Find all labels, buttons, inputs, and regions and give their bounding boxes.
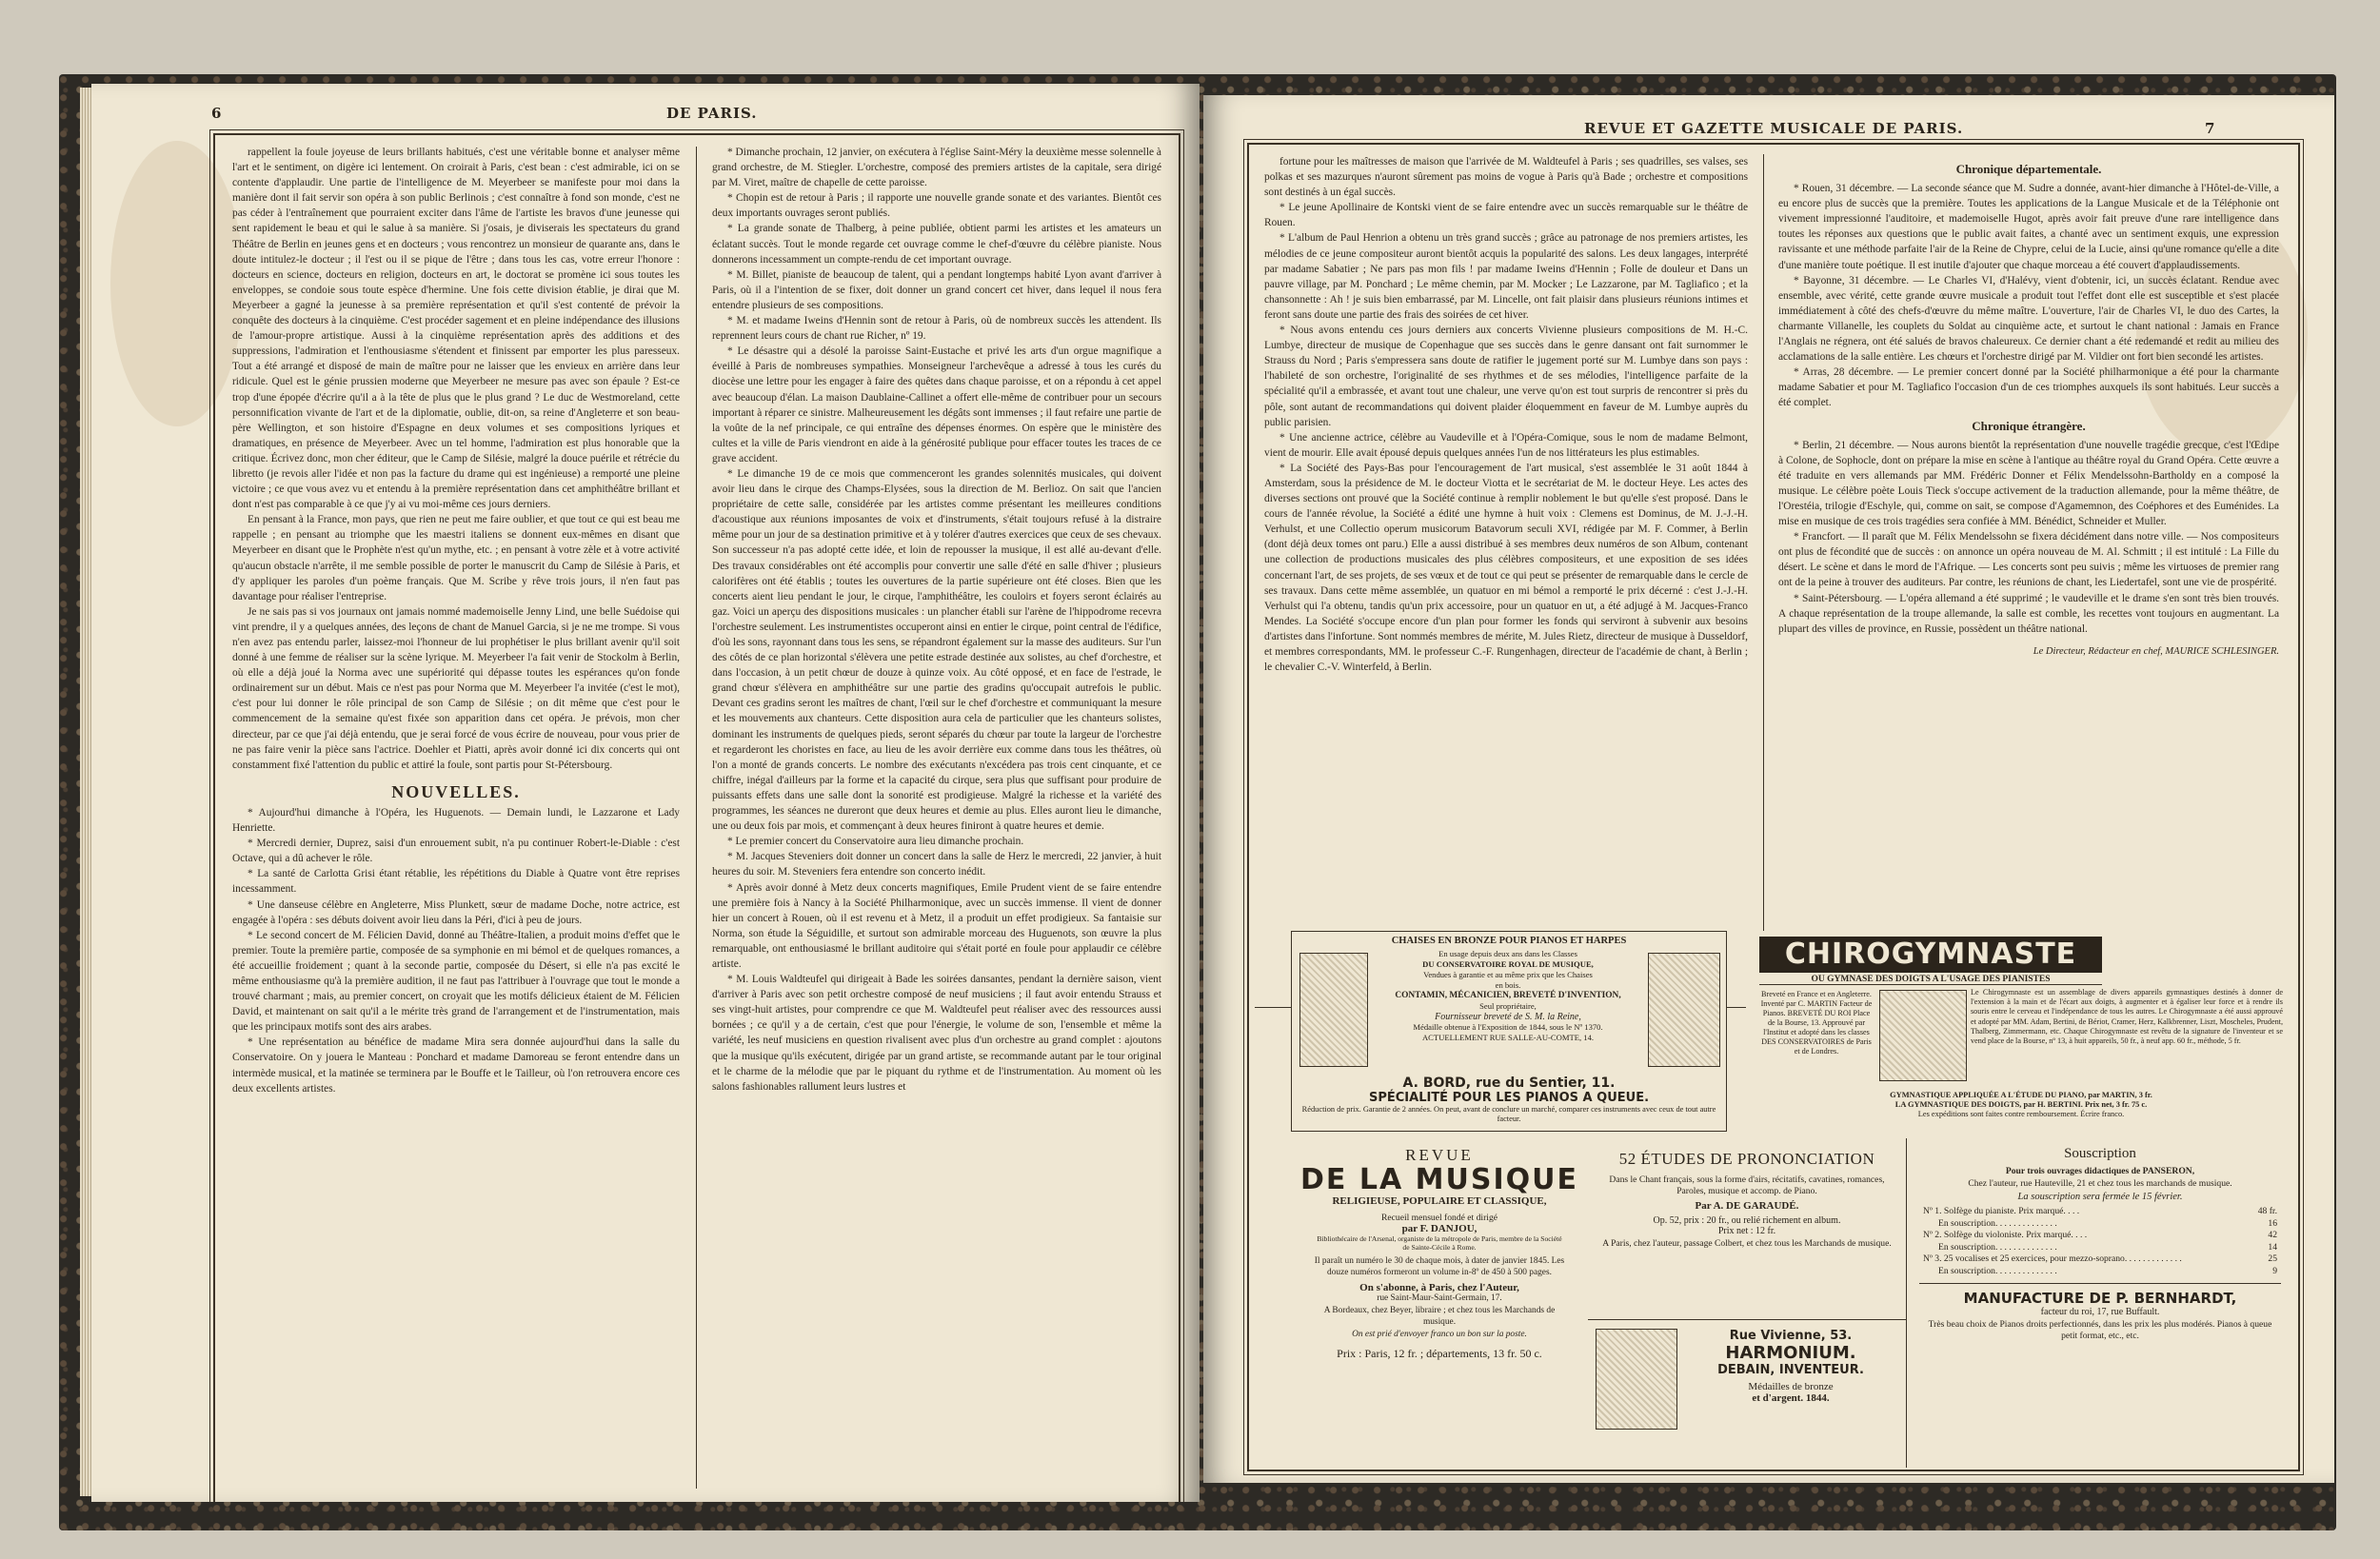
ad-subtitle: OU GYMNASE DES DOIGTS A L'USAGE DES PIANISTES xyxy=(1759,975,2102,985)
ad-line: GYMNASTIQUE APPLIQUÉE A L'ÉTUDE DU PIANO, par MARTIN, 3 fr. xyxy=(1890,1091,2152,1099)
news-item: * Nous avons entendu ces jours derniers aux concerts Vivienne plusieurs compositions de M. H.-C. Lumbye, directeur de musique de Copenhague que ses succès dans le genre dansant ont fait surnommer le Strauss du Nord ; Paris s'empressera sans doute de ratifier le jugement porté sur M. Lumbye dans son pays : l'habileté de son orchestre, l'originalité de ses rhythmes et de ses mélodies, l'intelligence parfaite de la spécialité qu'il a embrassée, et avant tout une chaleur, une verve qu'on est tout surpris de rencontrer si près du pôle, sont autant de recommandations qui doivent plaider éloquemment en faveur de M. Lumbye auprès du public parisien. xyxy=(1264,325,1748,428)
price-value: 14 xyxy=(2268,1241,2277,1253)
ad-chirogymnaste xyxy=(1746,931,2289,1131)
ad-left-text: Breveté en France et en Angleterre. Inventé par C. MARTIN Facteur de Pianos. BREVETÉ DU ROI Place de la Bourse, 13. Approuvé par l'Institut et adopté dans les classes DES CONSERVATOIRES de Paris et de Londres. xyxy=(1760,990,1873,1056)
ad-footer: Réduction de prix. Garantie de 2 années. On peut, avant de conclure un marché, comparer ces instruments avec ceux de tout autre facteur. xyxy=(1301,1105,1716,1123)
news-item: * Le second concert de M. Félicien David, donné au Théâtre-Italien, a produit moins d'effet que le premier. Toute la première partie, composée de sa symphonie en mi bémol et de quelques romances, a été accueillie froidement ; quant à la seconde partie, composée du Désert, si elle n'a pas excité le même enthousiasme qu'à la première audition, il ne faut pas l'attribuer à l'ouvrage que tout le monde a trouvé charmant ; mais, au premier concert, on croyait que les motifs délicieux étaient de M. Félicien David, et maintenant on sait qu'il a le mérite très grand de l'arrangement et de l'instrumentation, mais que les principaux motifs sont des airs arabes. xyxy=(232,929,680,1034)
ad-line: On est prié d'envoyer franco un bon sur la poste. xyxy=(1352,1330,1527,1339)
ad-address: A. BORD, rue du Sentier, 11. xyxy=(1402,1076,1616,1091)
news-item: * Aujourd'hui dimanche à l'Opéra, les Huguenots. — Demain lundi, le Lazzarone et Lady Henriette. xyxy=(232,806,680,835)
news-item: * La santé de Carlotta Grisi étant rétablie, les répétitions du Diable à Quatre vont être reprises incessamment. xyxy=(232,868,680,896)
ad-line: Les expéditions sont faites contre remboursement. Écrire franco. xyxy=(1917,1110,2125,1118)
news-item: * Le jeune Apollinaire de Kontski vient de se faire entendre avec un succès remarquable sur le théâtre de Rouen. xyxy=(1264,202,1748,229)
right-column-2 xyxy=(1778,154,2279,1011)
hand-apparatus-illustration xyxy=(1879,990,1967,1081)
news-item: * Le premier concert du Conservatoire aura lieu dimanche prochain. xyxy=(727,836,1024,848)
price-row xyxy=(1923,1206,2277,1218)
ad-line: Dans le Chant français, sous la forme d'airs, récitatifs, cavatines, romances, xyxy=(1609,1174,1885,1185)
price-value: 9 xyxy=(2272,1265,2277,1276)
ad-subtitle: RELIGIEUSE, POPULAIRE ET CLASSIQUE, xyxy=(1332,1195,1547,1207)
news-item: * Mercredi dernier, Duprez, saisi d'un enrouement subit, n'a pu continuer Robert-le-Diable : c'est Octave, qui a dû achever le rôle. xyxy=(232,838,680,865)
news-item: * M. Jacques Steveniers doit donner un concert dans la salle de Herz le mercredi, 22 janvier, à huit heures du soir. M. Steveniers fera entendre son concerto inédit. xyxy=(712,851,1161,878)
ad-line: Pour trois ouvrages didactiques de PANSERON, xyxy=(2005,1166,2195,1176)
news-item: * M. et madame Iweins d'Hennin sont de retour à Paris, où de nombreux succès les attendent. Ils reprennent leurs cours de chant rue Richer, nº 19. xyxy=(712,315,1161,343)
price-value: 16 xyxy=(2268,1217,2277,1229)
ad-line: Médailles de bronze xyxy=(1748,1381,1834,1392)
ad-title: REVUE xyxy=(1405,1146,1474,1164)
news-item: * L'album de Paul Henrion a obtenu un très grand succès ; grâce au patronage de nos premiers artistes, les mélodies de ce jeune compositeur auront bientôt acquis la popularité des salons. Les deux langages, interprété par madame Sabatier ; Ne pars pas mon fils ! par madame Iweins d'Hennin ; Folle de douleur et Dans un pauvre village, par M. Ponchard ; Le même chemin, par M. Mocker ; Le Lazzarone, par M. Tagliafico ; et la chansonnette : Ah ! je suis bien embarrassé, par M. Lincelle, ont fait plaisir dans plusieurs réunions intimes et feront sans doute une partie des frais des soirées de cet hiver. xyxy=(1264,232,1748,321)
column-rule xyxy=(1763,154,1764,1001)
price-row xyxy=(1923,1242,2277,1254)
news-item: * Bayonne, 31 décembre. — Le Charles VI, d'Halévy, vient d'obtenir, ici, un succès éclatant. Rendue avec ensemble, avec vérité, cette grande œuvre musicale a produit tout l'effet dont elle est susceptible et s'est placée immédiatement à côté des chefs-d'œuvre du même maître. L'ouverture, l'air de Charles VI, le duo des Cartes, la charmante Villanelle, les couplets du Soldat au cinquième acte, et surtout le chant national : Jamais en France l'Anglais ne régnera, ont été salués de bravos chaleureux. Ce dernier chant a été redemandé et redit au milieu des acclamations de la salle entière. Les chœurs et l'orchestre dirigé par M. Vildier ont fort bien secondé les artistes. xyxy=(1778,274,2279,364)
ad-line: La souscription sera fermée le 15 février. xyxy=(2017,1192,2183,1202)
news-item: * Une représentation au bénéfice de madame Mira sera donnée aujourd'hui dans la salle du Conservatoire. On y jouera le Manteau : Ponchard et madame Damoreau se feront entendre dans un intermède musical, et la matinée se terminera par le Bouffe et le Tailleur, où l'on retrouvera encore ces deux excellents artistes. xyxy=(232,1036,680,1095)
column-rule xyxy=(696,147,697,1489)
ad-line: A Paris, chez l'auteur, passage Colbert, et chez tous les Marchands de musique. xyxy=(1602,1238,1892,1249)
ad-line: ACTUELLEMENT RUE SALLE-AU-COMTE, 14. xyxy=(1421,1033,1595,1042)
ad-revue-musique xyxy=(1291,1138,1589,1468)
ad-line: facteur du roi, 17, rue Buffault. xyxy=(2040,1307,2160,1317)
ad-title-banner: CHIROGYMNASTE xyxy=(1759,937,2102,973)
price-row xyxy=(1923,1266,2277,1278)
price-row xyxy=(1923,1218,2277,1231)
ad-souscription xyxy=(1910,1138,2291,1468)
ad-line: En usage depuis deux ans dans les Classes xyxy=(1438,949,1577,958)
ad-right-text: Le Chirogymnaste est un assemblage de divers appareils gymnastiques destinés à donner de l'extension à la main et de l'écart aux doigts, à augmenter et à égaliser leur force et à rendre ils souris entre le cerveau et l'indépendance de tous les autres. Le Chirogymnaste a été aussi approuvé et adopté par MM. Adam, Bertini, de Bériot, Cramer, Herz, Kalkbrenner, Liszt, Moscheles, Prudent, Thalberg, Zimmermann, etc. Chaque Chirogymnaste est revêtu de la signature de l'inventeur et se vend place de la Bourse, nº 13, à huit appareils, 50 fr., à neuf app. 60 fr., méthode, 5 fr. xyxy=(1971,988,2283,1046)
nouvelles-heading: NOUVELLES. xyxy=(391,781,521,801)
harmonium-text xyxy=(1681,1329,1900,1404)
ad-divider xyxy=(1588,1319,1906,1320)
ad-special: SPÉCIALITÉ POUR LES PIANOS A QUEUE. xyxy=(1368,1091,1650,1105)
ad-title: 52 ÉTUDES DE PRONONCIATION xyxy=(1618,1150,1875,1168)
news-item: * La grande sonate de Thalberg, à peine publiée, obtient parmi les artistes et les amateurs un éclatant succès. Tout le monde regarde cet ouvrage comme le chef-d'œuvre du célèbre pianiste. Nous donnerons incessamment un compte-rendu de cet important ouvrage. xyxy=(712,223,1161,266)
page-number: 6 xyxy=(211,105,223,122)
price-label: Nº 2. Solfège du violoniste. Prix marqué. . . . xyxy=(1923,1230,2088,1240)
ad-line: Fournisseur breveté de S. M. la Reine, xyxy=(1435,1012,1581,1022)
price-label: Nº 1. Solfège du pianiste. Prix marqué. . . . xyxy=(1923,1206,2080,1216)
ad-body xyxy=(1372,949,1644,1043)
news-item: * Arras, 28 décembre. — Le premier concert donné par la Société philharmonique a été pour la charmante madame Sabatier et pour M. Tagliafico l'occasion d'un de ces triomphes auxquels ils sont habitués. Leur succès a été complet. xyxy=(1778,366,2279,409)
running-head: DE PARIS. xyxy=(666,105,758,122)
ad-line: Médaille obtenue à l'Exposition de 1844, sous le Nº 1370. xyxy=(1413,1022,1603,1032)
ad-line: par F. DANJOU, xyxy=(1401,1223,1478,1234)
price-value: 42 xyxy=(2268,1230,2277,1240)
ad-line: LA GYMNASTIQUE DES DOIGTS, par H. BERTINI. Prix net, 3 fr. 75 c. xyxy=(1894,1100,2148,1109)
ad-line: Chez l'auteur, rue Hauteville, 21 et chez tous les marchands de musique. xyxy=(1968,1178,2232,1189)
price-label: En souscription. . . . . . . . . . . . . . xyxy=(1938,1217,2057,1229)
ad-line: Recueil mensuel fondé et dirigé xyxy=(1380,1213,1497,1223)
ad-line: On s'abonne, à Paris, chez l'Auteur, xyxy=(1359,1282,1519,1293)
ad-divider xyxy=(1919,1283,2281,1284)
harmonium-player-illustration xyxy=(1596,1329,1677,1430)
news-item: * Rouen, 31 décembre. — La seconde séance que M. Sudre a donnée, avant-hier dimanche à l'Hôtel-de-Ville, a eu encore plus de succès que la première. Toutes les applications de la Langue Musicale et de la Téléphonie ont vivement impressionné l'auditoire, et mademoiselle Hugot, après avoir fait preuve d'une rare intelligence dans toutes les réponses aux questions que le public avait faites, a chanté avec un sentiment exquis, une expression ravissante et une méthode parfaite l'air de la Reine de Chypre, celui de la Lucie, ainsi qu'une romance qu'elle a dite d'une manière toute poétique. Il est inutile d'ajouter que chaque morceau a été couvert d'applaudissements. xyxy=(1778,183,2279,271)
price-value: 48 fr. xyxy=(2257,1206,2277,1216)
news-item: * Saint-Pétersbourg. — L'opéra allemand a été supprimé ; le vaudeville et le drame s'en sont très bien trouvés. A chaque représentation de la troupe allemande, la salle est comble, les recettes vont toujours en augmentant. La plupart des villes de province, en Russie, possèdent un théâtre national. xyxy=(1778,592,2279,635)
news-item: * Chopin est de retour à Paris ; il rapporte une nouvelle grande sonate et des variantes. Bientôt ces deux importants ouvrages seront publiés. xyxy=(712,192,1161,220)
news-item: * Après avoir donné à Metz deux concerts magnifiques, Emile Prudent vient de se faire entendre une première fois à Nancy à la Société Philharmonique, avec un succès immense. Il vient de donner hier un concert à Rouen, où il est revenu et à Metz, il a produit un effet prodigieux. Sa fantaisie sur Norma, son étude la Séguidille, et surtout son admirable morceau des Huguenots, son œuvre la plus remarquable, ont enthousiasmé le brillant auditoire qui s'était porté en foule pour applaudir ce célèbre artiste. xyxy=(712,881,1161,970)
editor-signature: Le Directeur, Rédacteur en chef, MAURICE SCHLESINGER. xyxy=(2033,645,2279,657)
ad-bord xyxy=(1291,1072,1727,1132)
harp-chair-illustration xyxy=(1299,953,1368,1067)
running-head: REVUE ET GAZETTE MUSICALE DE PARIS. xyxy=(1584,120,1964,137)
ad-footer xyxy=(1759,1091,2283,1119)
news-item: * Le désastre qui a désolé la paroisse Saint-Eustache et privé les arts d'un orgue magnifique a éveillé à Paris de nombreuses sympathies. Monseigneur l'archevêque a adressé à tous les curés du diocèse une lettre pour les engager à faire des quêtes dans chaque paroisse, et on a répondu à cet appel avec beaucoup d'élan. La maison Daublaine-Callinet a offert elle-même de contribuer pour un secours important à réparer ce sinistre. Malheureusement les dégâts sont immenses ; il faut refaire une partie de la voûte de la nef principale, ce qui entraîne des dépenses énormes. On espère que le ministère des cultes et la ville de Paris viendront en aide à la générosité publique pour effacer toutes les traces de ce grave accident. xyxy=(712,345,1161,464)
ad-line: DU CONSERVATOIRE ROYAL DE MUSIQUE, xyxy=(1422,959,1594,969)
article-paragraph: rappellent la foule joyeuse de leurs brillants habitués, c'est une véritable bonne et analyser même l'art et le sentiment, on digère ici lentement. On croirait à Paris, c'est bean : c'est admirable, ici on se contente d'applaudir. Une partie de l'intelligence de M. Meyerbeer se manifeste pour moi dans la manière dont il fait servir son opéra à son public Berlinois ; c'est connaître à fond son monde, c'est ne pas céder à l'entraînement que pourraient exciter dans l'âme de l'artiste les bravos d'une jeunesse qui sent rapidement le beau et qui le salue à sa manière. Si j'osais, je diviserais les spectateurs du grand Théâtre de Berlin en jeunes gens et en docteurs ; vous rencontrez un monsieur de quarante ans, dans le doute intitulez-le docteur ; il l'est ou il se pique de l'être ; dans tous les cas, votre erreur l'honore : docteurs en science, docteurs en religion, docteurs en art, le doctorat se promène ici sous toutes les enveloppes, se condoie sous toute espèce d'hermine. Une fois cette division établie, je dirai que M. Meyerbeer a gagné la jeunesse à sa première représentation et qu'il s'est contenté de prévoir la conquête des docteurs à la cinquième. C'est procéder sagement et en pleine indépendance des illusions de l'amour-propre artistique. Aussi à la cinquième représentation après des additions et des suppressions, l'admiration et l'enthousiasme s'étendent et finissent par emporter les plus paresseux. Tout a été arrangé et disposé de main de maître pour ne laisser que les envieux en arrière dans leur ridicule. Quel est le génie prussien moderne que Meyerbeer ne mesure pas avec son épaule ? Est-ce trop d'une épopée d'écrire qu'il a à la tête de plus que le plus grand ? Le duc de Westmoreland, cette personnification vivante de l'art et de la diplomatie, oublie, dit-on, sa reine d'Angleterre et son beau-père Wellington, et son histoire d'Espagne en deux volumes et ses compositions lyriques et dramatiques, en présence de Meyerbeer. Avec un tel homme, l'admiration est plus honorable que la critique. Écrivez donc, mon cher éditeur, que le Camp de Silésie, malgré la douce puérile et rétrécie du libretto (je revois aller l'idée et non pas la facture du drame qui est ingénieuse) a remporté une pleine victoire ; ce que vous avez vu et entendu à la première représentation dans cet amphithéâtre brillant et dont n'est pas comparable à ce que j'y ai vu moi-même ces jours derniers. xyxy=(232,147,680,511)
price-row xyxy=(1923,1230,2277,1242)
ad-title: HARMONIUM. xyxy=(1725,1343,1856,1363)
ad-price: Prix : Paris, 12 fr. ; départements, 13 fr. 50 c. xyxy=(1337,1347,1542,1360)
ad-chaises xyxy=(1291,931,1727,1074)
news-item: fortune pour les maîtresses de maison que l'arrivée de M. Waldteufel à Paris ; ses quadrilles, ses valses, ses polkas et ses mazurques n'auront sûrement pas moins de vogue à Paris qu'à Bade ; orchestre et compositions sont destinés à un égal succès. xyxy=(1264,156,1748,199)
left-column-1 xyxy=(232,145,680,1496)
ad-line: Vendues à garantie et au même prix que les Chaises xyxy=(1423,970,1593,979)
ad-line: Seul propriétaire, xyxy=(1479,1001,1537,1011)
page-number: 7 xyxy=(2205,120,2216,137)
article-paragraph: En pensant à la France, mon pays, que rien ne peut me faire oublier, et que tout ce qui est beau me rappelle ; en pensant au triomphe que les maestri italiens se donnent eux-mêmes en disant que Meyerbeer en disant que le Prophète n'est qu'un mythe, etc. ; en pensant à votre zèle et à votre activité qu'aucun obstacle n'arrête, il me semble possible de porter le manuscrit du Camp de Silésie à Paris, et d'y appliquer les paroles d'un poème français. Que M. Scribe y rêve trois jours, il n'en faut pas davantage pour réaliser l'entreprise. xyxy=(232,514,680,602)
ad-line: Prix net : 12 fr. xyxy=(1717,1226,1776,1236)
price-label: Nº 3. 25 vocalises et 25 exercices, pour mezzo-soprano. . . . . . . . . . . . . xyxy=(1923,1253,2182,1264)
ad-title: Souscription xyxy=(2064,1146,2136,1161)
ad-line: Très beau choix de Pianos droits perfectionnés, dans les prix les plus modérés. Pianos à queue petit format, etc., etc. xyxy=(1928,1319,2272,1341)
ad-line: Rue Vivienne, 53. xyxy=(1729,1329,1853,1343)
ad-line: CONTAMIN, MÉCANICIEN, BREVETÉ D'INVENTION, xyxy=(1395,991,1621,1000)
ad-line: A Bordeaux, chez Beyer, libraire ; et chez tous les Marchands de musique. xyxy=(1323,1306,1556,1327)
ad-line: Par A. DE GARAUDÉ. xyxy=(1695,1200,1799,1212)
ad-line: Il paraît un numéro le 30 de chaque mois, à dater de janvier 1845. Les douze numéros formeront un volume in-8º de 450 à 500 pages. xyxy=(1314,1256,1565,1277)
price-label: En souscription. . . . . . . . . . . . . . xyxy=(1938,1241,2057,1253)
right-page xyxy=(1203,95,2334,1483)
ad-line: et d'argent. 1844. xyxy=(1752,1392,1830,1404)
ad-title: DE LA MUSIQUE xyxy=(1300,1163,1578,1196)
news-item: * Le dimanche 19 de ce mois que commenceront les grandes solennités musicales, qui doivent avoir lieu dans le cirque des Champs-Elysées, sous la direction de M. Berlioz. On sait que l'ancien propriétaire de cette salle, considérée par les artistes comme présentant les meilleures conditions d'acoustique aux réunions imposantes de voix et d'instruments, s'était toujours refusé à la distraire même pour un jour de sa destination primitive et à y tolérer d'autres exercices que ceux de ses chevaux. Son successeur n'a pas adopté cette idée, et loin de repousser la musique, il est allé au-devant d'elle. Des travaux considérables ont été accomplis pour convertir une salle d'été en salle d'hiver ; plusieurs calorifères ont été établis ; toutes les ouvertures de la partie supérieure ont été closes. Bien que les concerts aient lieu pendant le jour, le cirque, l'amphithéâtre, les couloirs et foyers seront éclairés au gaz. Voici un aperçu des dispositions musicales : un plancher établi sur l'arène de l'hippodrome recevra l'orchestre seulement. Les instrumentistes occuperont ainsi en entier le cirque, point central de l'édifice, d'où les sons, rayonnant dans tous les sens, se répandront également sur la masse des auditeurs. Sur l'un des côtés de ce plan horizontal s'élèvera une petite estrade destinée aux solistes, au chef d'orchestre, et dans l'occasion, à un petit chœur de douze à quinze voix. Au côté opposé, et en face de l'estrade, le grand chœur s'élèvera en amphithéâtre sur une partie des gradins qu'occupait autrefois le public. Devant ces gradins seront les maîtres de chant, l'œil sur le chef d'orchestre et communiquant la mesure et les mouvements aux chanteurs. Cette disposition aura cela de particulier que les chanteurs solistes, dominant les instruments de quelques pieds, seront séparés du chœur par toute la largeur de l'orchestre et regarderont les choristes en face, au lieu de les avoir derrière eux comme dans tous les théâtres, où l'on a monté de grands concerts. Le nombre des exécutants n'excédera pas trois cent cinquante, et ce chiffre, inégal d'ailleurs par la forme et la capacité du cirque, sera plus que suffisant pour produire de puissants effets dans une salle dont la sonorité est prodigieuse. Malgré la richesse et la variété des programmes, les séances ne dureront que deux heures et demie au plus. Elles auront lieu le dimanche, une ou deux fois par mois, et commençant à deux heures finiront à quatre heures et demie. xyxy=(712,467,1161,833)
right-column-1 xyxy=(1264,154,1748,1011)
article-paragraph: Je ne sais pas si vos journaux ont jamais nommé mademoiselle Jenny Lind, une belle Suédoise qui vint prendre, il y a quelques années, des leçons de chant de Manuel Garcia, si je ne me trompe. Si vous n'en avez pas entendu parler, laissez-moi l'honneur de lui prophétiser le plus brillant avenir qu'il soit donné à une femme de réaliser sur la scène lyrique. M. Meyerbeer l'a fait venir de Stockolm à Berlin, où elle a déjà joué la Norma avec une supériorité qui dépasse toutes les espérances qu'on fonde ordinairement sur un début. Mais ce n'est pas pour Norma que M. Meyerbeer l'a invitée (c'est le mot), c'est pour lui donner le rôle principal de son Camp de Silésie ; on dit même que c'est pour le commencement de la semaine qu'est fixée son apparition dans cet opéra. Je prévois, mon cher directeur, par ce que j'ai déjà entendu, que je serai forcé de vous écrire de nouveau, pour vous prier de ne pas faire venir la pièce sans l'actrice. Doehler et Piatti, après avoir donné ici dix concerts qui ont constamment fixé l'attention du public et attiré la foule, sont partis pour St-Pétersbourg. xyxy=(232,605,680,771)
piano-chair-illustration xyxy=(1648,953,1720,1067)
ad-line: Paroles, musique et accomp. de Piano. xyxy=(1676,1186,1817,1196)
news-item: * La Société des Pays-Bas pour l'encouragement de l'art musical, s'est assemblée le 31 août 1844 à Amsterdam, sous la présidence de M. le docteur Viotta et le secrétariat de M. le docteur Heye. Les actes des diverses sections ont prouvé que la Société continue à remplir noblement le but qu'elle s'est proposé. Dans le cours de l'année révolue, la Société a édité une hymne à huit voix : Clemens est Dominus, de M. J.-J.-H. Verhulst, et une Collectio operum musicorum Batavorum seculi XVI, rédigée par M. F. Commer, à Berlin (dont déjà deux tomes ont paru.) Elle a aussi distribué à ses membres deux numéros de son Album, contenant une collection de productions musicales des plus célèbres compositeurs, et une exposition de ses idées concernant l'art, de ses projets, de ses vœux et de tout ce qui peut se présenter de remarquable dans le cercle de ses travaux. Dans cette même assemblée, un quatuor en mi bémol a remporté le prix décerné : c'est J.-J.-H. Verhulst qui l'a obtenu, tandis qu'un prix accessoire, pour un quatuor en ut, a été adjugé à M. Jacques-Franco Mendes. La Société s'occupe encore d'un plan pour former les fonds qui serviront à subvenir aux besoins d'artistes dans l'infortune. Sont nommés membres de mérite, M. Jules Rietz, directeur de musique à Dusseldorf, et membres correspondants, MM. le professeur C.-F. Rungenhagen, directeur de l'académie de chant, à Berlin ; le chevalier C.-V. Winterfeld, à Berlin. xyxy=(1264,462,1748,674)
ad-etudes-harmonium xyxy=(1588,1138,1907,1468)
ad-line: Op. 52, prix : 20 fr., ou relié richement en album. xyxy=(1653,1215,1841,1226)
news-item: * M. Louis Waldteufel qui dirigeait à Bade les soirées dansantes, pendant la dernière saison, vient d'arriver à Paris avec son petit orchestre composé de neuf musiciens ; il faut avoir entendu Strauss et ses vingt-huit artistes, pour comprendre ce que M. Waldteufel peut réaliser avec des ressources aussi bornées ; ce qu'il y a de certain, c'est que pour l'énergie, le volume de son, l'ensemble et même la variété, les neuf musiciens en question rivalisent avec plus d'un orchestre au grand complet : ajoutons que la musique qu'ils exécutent, dirigée par un grand artiste, se recommande autant par le tour original et le charme de la mélodie que par le piquant du rythme et de l'instrumentation. Au moment où les salons fashionables rallument leurs lustres et xyxy=(712,974,1161,1093)
ad-line: rue Saint-Maur-Saint-Germain, 17. xyxy=(1377,1293,1502,1303)
news-item: * M. Billet, pianiste de beaucoup de talent, qui a pendant longtemps habité Lyon avant d'arriver à Paris, où il a l'intention de se fixer, doit donner un grand concert cet hiver, dans lequel il nous fera entendre plusieurs de ses compositions. xyxy=(712,268,1161,311)
news-item: * Francfort. — Il paraît que M. Félix Mendelssohn se fixera décidément dans notre ville. — Nos compositeurs ont plus de fécondité que de succès : on annonce un opéra nouveau de M. Al. Schmitt ; il est intitulé : La Fille du désert. Le scène et dans le mord de l'Afrique. — Les concerts sont peu suivis ; même les virtuoses de premier rang ont de la peine à trouver des auditeurs. Par contre, les réunions de chant, les Liedertafel, sont une vie de prospérité. xyxy=(1778,531,2279,589)
ad-title: CHAISES EN BRONZE POUR PIANOS ET HARPES xyxy=(1391,936,1627,946)
price-value: 25 xyxy=(2268,1253,2277,1264)
ad-line: DEBAIN, INVENTEUR. xyxy=(1717,1363,1864,1377)
ad-line: Bibliothécaire de l'Arsenal, organiste de la métropole de Paris, membre de la Société de Sainte-Cécile à Rome. xyxy=(1317,1234,1562,1252)
price-row xyxy=(1923,1253,2277,1266)
price-label: En souscription. . . . . . . . . . . . . . xyxy=(1938,1265,2057,1276)
price-table xyxy=(1910,1202,2291,1277)
ad-line: en bois. xyxy=(1495,980,1521,990)
left-column-2 xyxy=(712,145,1161,1496)
news-item: * Dimanche prochain, 12 janvier, on exécutera à l'église Saint-Méry la deuxième messe solennelle à grand orchestre, de M. Stiegler. L'orchestre, composé des premiers artistes de la capitale, sera dirigé par M. Viret, maître de chapelle de cette paroisse. xyxy=(712,147,1161,189)
news-item: * Une ancienne actrice, célèbre au Vaudeville et à l'Opéra-Comique, sous le nom de madame Belmont, vient de mourir. Elle avait épousé depuis quelques années l'un de nos littérateurs les plus estimables. xyxy=(1264,431,1748,459)
chronique-dep-heading: Chronique départementale. xyxy=(1955,162,2102,176)
chronique-etr-heading: Chronique étrangère. xyxy=(1972,418,2086,433)
left-page xyxy=(91,84,1200,1502)
ad-title: MANUFACTURE DE P. BERNHARDT, xyxy=(1963,1290,2237,1307)
news-item: * Une danseuse célèbre en Angleterre, Miss Plunkett, sœur de madame Doche, notre actrice, est engagée à l'opéra : ses débuts doivent avoir lieu dans la Péri, d'ici à peu de jours. xyxy=(232,898,680,926)
news-item: * Berlin, 21 décembre. — Nous aurons bientôt la représentation d'une nouvelle tragédie grecque, c'est l'Œdipe à Colone, de Sophocle, dont on prépare la mise en scène à l'antique au théâtre royal du Grand Opéra. Cette œuvre a été traduite en vers allemands par MM. Frédéric Donner et Félix Mendelssohn-Bartholdy en a composé la musique. Le célèbre poète Louis Tieck s'occupe activement de la traduction allemande, pour la même théâtre, de l'Orestéia, trilogie d'Eschyle, qui, comme on sait, se compose d'Agamemnon, des Coéphores et des Euménides. La mise en musique de ces trois tragédies sera confiée à MM. Bénédict, Schneider et Muller. xyxy=(1778,439,2279,528)
